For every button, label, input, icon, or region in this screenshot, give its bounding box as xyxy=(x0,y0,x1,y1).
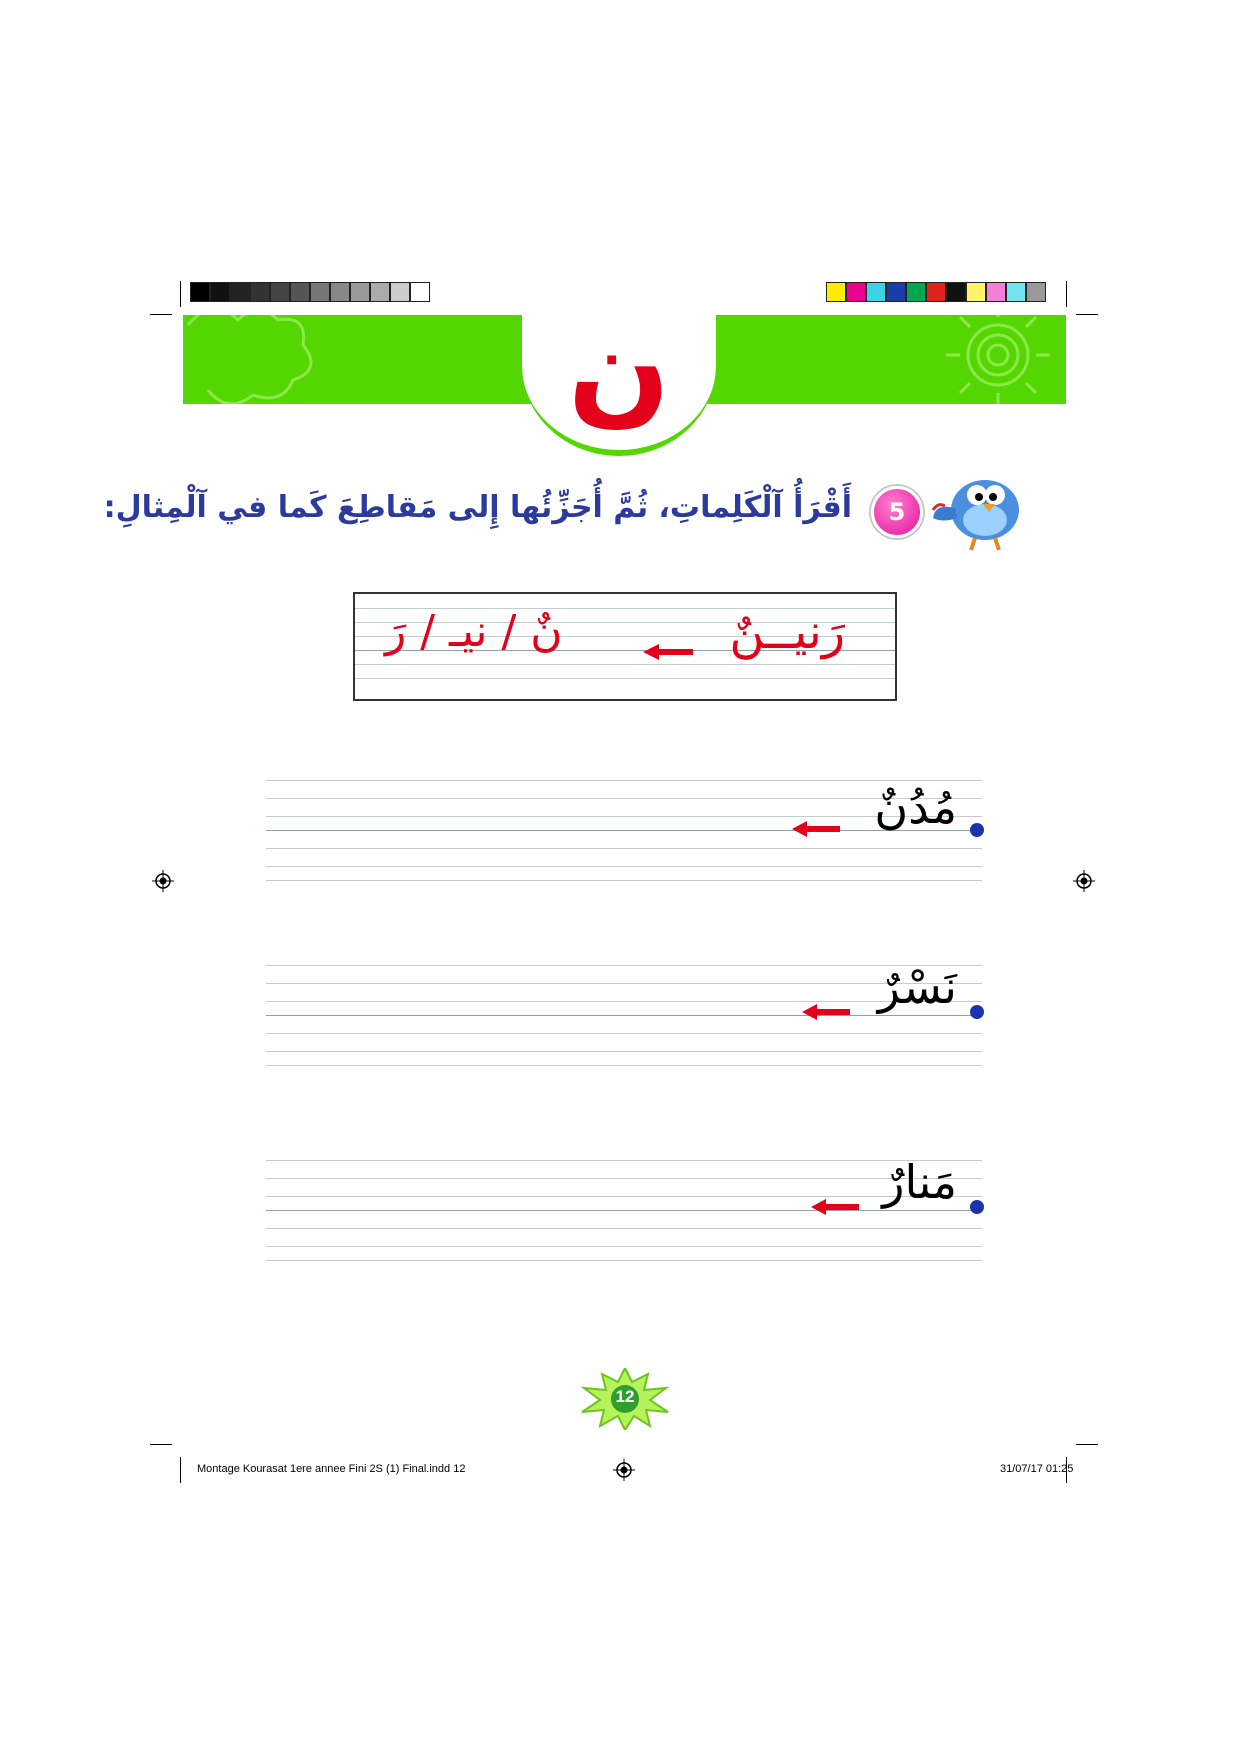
registration-mark xyxy=(152,870,174,892)
example-syllables: نٌ / نيـ / رَ xyxy=(385,606,563,657)
example-word: رَنيــنٌ xyxy=(729,604,845,660)
practice-word: مُدُنٌ xyxy=(874,780,957,834)
footer-timestamp: 31/07/17 01:25 xyxy=(1000,1463,1074,1475)
registration-mark xyxy=(613,1459,635,1481)
list-bullet xyxy=(970,1200,984,1214)
list-bullet xyxy=(970,1005,984,1019)
exercise-instruction: أَقْرَأُ آلْكَلِماتِ، ثُمَّ أُجَزِّئُها إِلى مَقاطِعَ كَما في آلْمِثالِ: xyxy=(103,490,852,525)
page-number: 12 xyxy=(615,1387,635,1406)
bird-mascot-icon xyxy=(925,460,1030,555)
crop-mark xyxy=(1076,314,1098,315)
registration-mark xyxy=(1073,870,1095,892)
practice-word: نَسْرٌ xyxy=(877,960,957,1014)
crop-mark xyxy=(1066,281,1067,307)
arrow-left-icon xyxy=(792,821,840,837)
footer-filename: Montage Kourasat 1ere annee Fini 2S (1) Final.indd 12 xyxy=(197,1463,466,1475)
list-bullet xyxy=(970,823,984,837)
crop-mark xyxy=(150,314,172,315)
arrow-left-icon xyxy=(811,1199,859,1215)
crop-mark xyxy=(1076,1444,1098,1445)
exercise-number-badge: 5 xyxy=(871,486,923,538)
crop-mark xyxy=(150,1444,172,1445)
crop-mark xyxy=(180,1457,181,1483)
arrow-left-icon xyxy=(802,1004,850,1020)
page-number-badge xyxy=(580,1368,670,1430)
example-box xyxy=(353,592,897,701)
arrow-left-icon xyxy=(643,644,693,660)
crop-mark xyxy=(180,281,181,307)
featured-letter: ن xyxy=(567,300,671,439)
practice-word: مَنارٌ xyxy=(882,1155,957,1209)
